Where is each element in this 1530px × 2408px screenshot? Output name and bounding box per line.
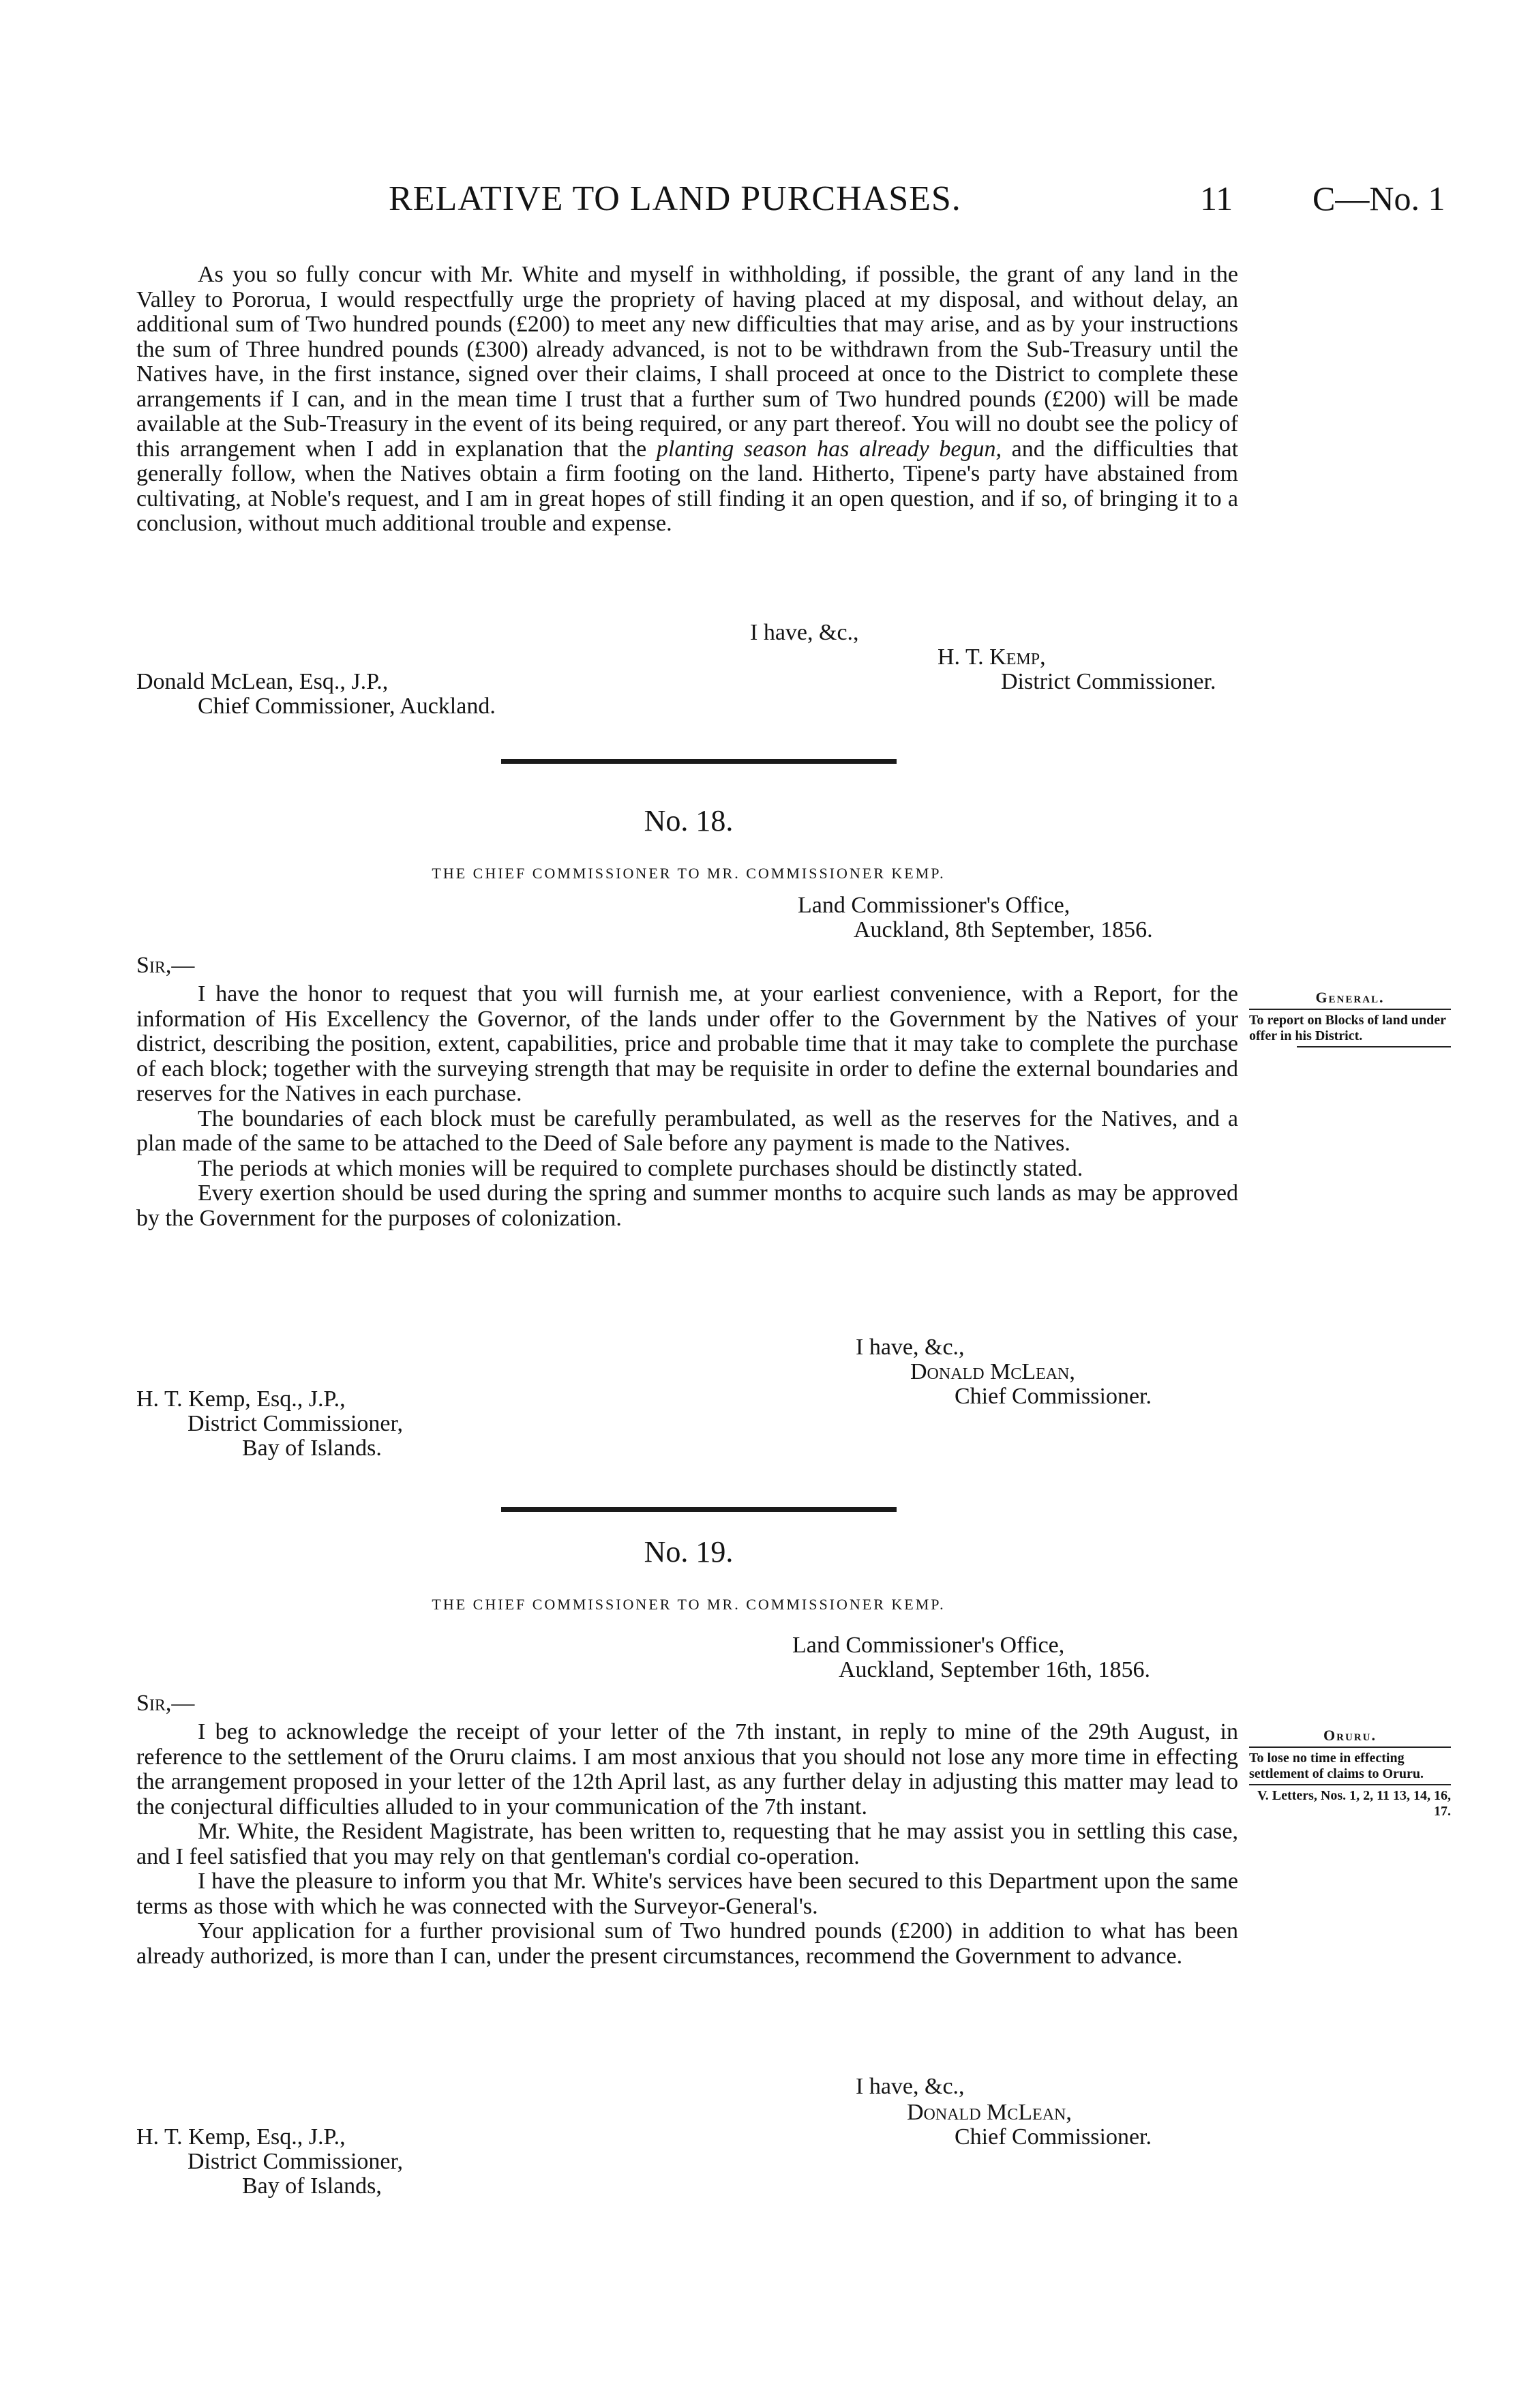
letter-17-signer: H. T. Kemp, — [937, 644, 1046, 670]
letter-17-body — [136, 263, 1238, 537]
sidenote-reference: V. Letters, Nos. 1, 2, 11 13, 14, 16, 17. — [1257, 1788, 1451, 1819]
letter-19-office: Land Commissioner's Office, — [792, 1633, 1065, 1658]
sidenote-rule — [1249, 1746, 1451, 1748]
header-series: C—No. 1 — [1312, 179, 1445, 218]
letter-19-signer: Donald McLean, — [907, 2100, 1072, 2125]
letter-19-addressee-line2: District Commissioner, — [188, 2149, 403, 2174]
letter-18-number: No. 18. — [644, 804, 734, 837]
letter-18-addressee-line2: District Commissioner, — [188, 1411, 403, 1436]
letter-18-signer: Donald McLean, — [910, 1359, 1075, 1384]
running-header — [0, 179, 1530, 226]
sidenote-text: To report on Blocks of land under offer in his District. — [1249, 1013, 1446, 1043]
letter-18-paragraph-1: I have the honor to request that you will furnish me, at your earliest convenience, with a Report, for the information of His Excellency the Governor, of the lands under offer to the Government by the Natives of your district, describing the position, extent, capabilities, price and probable time that it may take to complete the purchase of each block; together with the surveying strength that may be requisite in order to define the external boundaries and reserves for the Natives in each purchase. — [136, 981, 1238, 1106]
letter-18-addressee: H. T. Kemp, Esq., J.P., — [136, 1386, 346, 1412]
letter-18-paragraph-4: Every exertion should be used during the spring and summer months to acquire such lands as may be approved by the Government for the purposes of colonization. — [136, 1180, 1238, 1231]
sidenote-rule-bottom — [1297, 1046, 1451, 1047]
letter-18-body — [136, 982, 1238, 1231]
letter-18-signer-title: Chief Commissioner. — [955, 1384, 1152, 1409]
letter-19-date: Auckland, September 16th, 1856. — [839, 1657, 1151, 1682]
paragraph-italic-text: planting season has already begun, — [656, 436, 1002, 462]
letter-19-body — [136, 1720, 1238, 1969]
letter-19-title: THE CHIEF COMMISSIONER TO MR. COMMISSIONER KEMP. — [432, 1596, 946, 1613]
letter-19-salutation: Sir,— — [136, 1691, 195, 1716]
paragraph-tail-text: and the difficulties that generally follow, when the Natives obtain a firm footing on the land. Hitherto, Tipene's party have abstained from cultivating, at Noble's request, and I am in great hopes of still finding it an open question, and if so, of bringing it to a conclusion, without much additional trouble and expense. — [136, 436, 1239, 536]
letter-19-addressee: H. T. Kemp, Esq., J.P., — [136, 2124, 346, 2150]
letter-17-addressee-line2: Chief Commissioner, Auckland. — [198, 694, 496, 719]
letter-19-sidenote — [1249, 1727, 1451, 1819]
letter-19-number: No. 19. — [644, 1535, 734, 1569]
sidenote-text: To lose no time in effecting settlement of claims to Oruru. — [1249, 1751, 1424, 1781]
letter-18-office: Land Commissioner's Office, — [798, 893, 1070, 918]
letter-18-paragraph-3: The periods at which monies will be required to complete purchases should be distinctly stated. — [198, 1155, 1083, 1181]
letter-17-paragraph — [136, 263, 1238, 537]
paragraph-text: As you so fully concur with Mr. White and myself in withholding, if possible, the grant of any land in the Valley to Pororua, I would respectfully urge the propriety of having placed at my disposal, and without delay, an additional sum of Two hundred pounds (£200) to meet any new difficulties that may arise, and as by your instructions the sum of Three hundred pounds (£300) already advanced, is not to be withdrawn from the Sub-Treasury until the Natives have, in the first instance, signed over their claims, I shall proceed at once to the District to complete these arrangements if I can, and in the mean time I trust that a further sum of Two hundred pounds (£200) will be made available at the Sub-Treasury in the event of its being required, or any part thereof. You will no doubt see the policy of this arrangement when I add in explanation that the — [136, 262, 1238, 462]
letter-17-signer-title: District Commissioner. — [1001, 669, 1216, 694]
letter-19-paragraph-3: I have the pleasure to inform you that Mr. White's services have been secured to this Department upon the same terms as those with which he was connected with the Surveyor-General's. — [136, 1869, 1238, 1919]
letter-17-closing: I have, &c., — [750, 620, 859, 645]
letter-18-salutation: Sir,— — [136, 953, 195, 978]
letter-19-paragraph-2: Mr. White, the Resident Magistrate, has been written to, requesting that he may assist you in settling this case, and I feel satisfied that you may rely on that gentleman's cordial co-operation. — [136, 1819, 1238, 1869]
letter-18-title: THE CHIEF COMMISSIONER TO MR. COMMISSIONER KEMP. — [432, 865, 946, 882]
sidenote-heading: General. — [1315, 989, 1385, 1006]
header-page-number: 11 — [1200, 179, 1233, 218]
section-divider — [501, 759, 897, 764]
sidenote-rule — [1249, 1009, 1451, 1010]
letter-18-paragraph-2: The boundaries of each block must be carefully perambulated, as well as the reserves for the Natives, and a plan made of the same to be attached to the Deed of Sale before any payment is made to the Natives. — [136, 1105, 1238, 1156]
letter-19-closing: I have, &c., — [856, 2074, 965, 2099]
sidenote-rule-bottom — [1249, 1784, 1451, 1785]
letter-18-closing: I have, &c., — [856, 1335, 965, 1360]
section-divider-2 — [501, 1507, 897, 1512]
header-title: RELATIVE TO LAND PURCHASES. — [389, 179, 961, 218]
letter-19-paragraph-1: I beg to acknowledge the receipt of your letter of the 7th instant, in reply to mine of the 29th August, in reference to the settlement of the Oruru claims. I am most anxious that you should not lose any more time in effecting the arrangement proposed in your letter of the 12th April last, as any further delay in adjusting this matter may lead to the conjectural difficulties alluded to in your communication of the 7th instant. — [136, 1719, 1238, 1819]
letter-18-sidenote — [1249, 989, 1451, 1050]
letter-18-date: Auckland, 8th September, 1856. — [854, 917, 1153, 942]
letter-18-addressee-line3: Bay of Islands. — [242, 1436, 382, 1461]
letter-19-paragraph-4: Your application for a further provisional sum of Two hundred pounds (£200) in addition to what has been already authorized, is more than I can, under the present circumstances, recommend the Government to advance. — [136, 1918, 1238, 1969]
letter-19-signer-title: Chief Commissioner. — [955, 2124, 1152, 2150]
letter-19-addressee-line3: Bay of Islands, — [242, 2173, 382, 2199]
sidenote-heading: Oruru. — [1323, 1727, 1377, 1744]
letter-17-addressee: Donald McLean, Esq., J.P., — [136, 669, 389, 694]
